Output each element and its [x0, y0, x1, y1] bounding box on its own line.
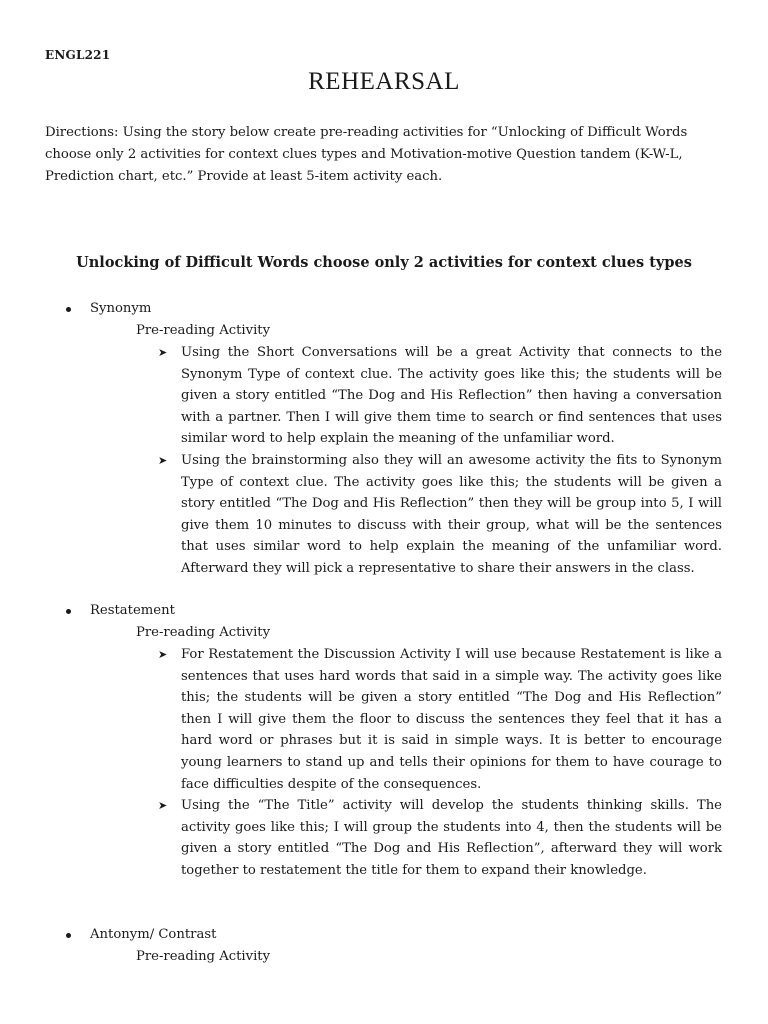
bullet-label: Antonym/ Contrast [90, 927, 217, 942]
list-item-text: Using the “The Title” activity will develop the students thinking skills. The activity goes like this; I will group the students into 4, then the students will be given a story entitled “The Dog and His Reflection”, afterward they will work together to restatement the title for them to expand their knowledge. [181, 798, 722, 878]
bullet-item [0, 924, 768, 946]
list-item [0, 795, 768, 881]
bullet-item [0, 298, 768, 320]
sub-label: Pre-reading Activity [136, 323, 271, 338]
bullet-item [0, 600, 768, 622]
sub-label: Pre-reading Activity [136, 949, 271, 964]
bullet-dot-icon [66, 933, 71, 938]
bullet-label: Synonym [90, 301, 152, 316]
arrowhead-icon: ➤ [158, 453, 168, 467]
section-antonym-contrast [0, 924, 768, 968]
arrowhead-icon: ➤ [158, 648, 168, 661]
bullet-label: Restatement [90, 603, 175, 618]
page-title: REHEARSAL [308, 68, 460, 95]
list-item [0, 450, 768, 580]
sub-label: Pre-reading Activity [136, 625, 271, 640]
bullet-dot-icon [66, 609, 71, 614]
list-item-text: Using the brainstorming also they will an awesome activity the fits to Synonym Type of context clue. The activity goes like this; the students will be given a story entitled “The Dog and His Reflection” then they will be group into 5, I will give them 10 minutes to discuss with their group, what will be the sentences that uses similar word to help explain the meaning of the unfamiliar word. Afterward they will pick a representative to share their answers in the class. [181, 452, 722, 576]
section-heading: Unlocking of Difficult Words choose only 2 activities for context clues types [76, 254, 692, 271]
course-code: ENGL221 [45, 48, 111, 62]
list-item-text: Using the Short Conversations will be a great Activity that connects to the Synonym Type of context clue. The activity goes like this; the students will be given a story entitled “The Dog and His Reflection” then having a conversation with a partner. Then I will give them time to search or find sentences that uses similar word to help explain the meaning of the unfamiliar word. [181, 345, 722, 447]
arrowhead-icon: ➤ [158, 799, 168, 813]
list-item [0, 644, 768, 795]
directions-paragraph: Directions: Using the story below create pre-reading activities for “Unlocking of Difficult Words choose only 2 activities for context clues types and Motivation-motive Question tandem (K-W-L, Prediction chart, etc.” Provide at least 5-item activity each. [45, 125, 688, 184]
list-item-text: For Restatement the Discussion Activity I will use because Restatement is like a sentences that uses hard words that said in a simple way. The activity goes like this; the students will be given a story entitled “The Dog and His Reflection” then I will give them the floor to discuss the sentences they feel that it has a hard word or phrases but it is said in simple ways. It is better to encourage young learners to stand up and tells their opinions for them to have courage to face difficulties despite of the consequences. [181, 647, 722, 792]
section-synonym [0, 298, 768, 580]
bullet-dot-icon [66, 307, 71, 312]
list-item [0, 342, 768, 450]
arrowhead-icon: ➤ [158, 346, 168, 359]
section-restatement [0, 600, 768, 882]
